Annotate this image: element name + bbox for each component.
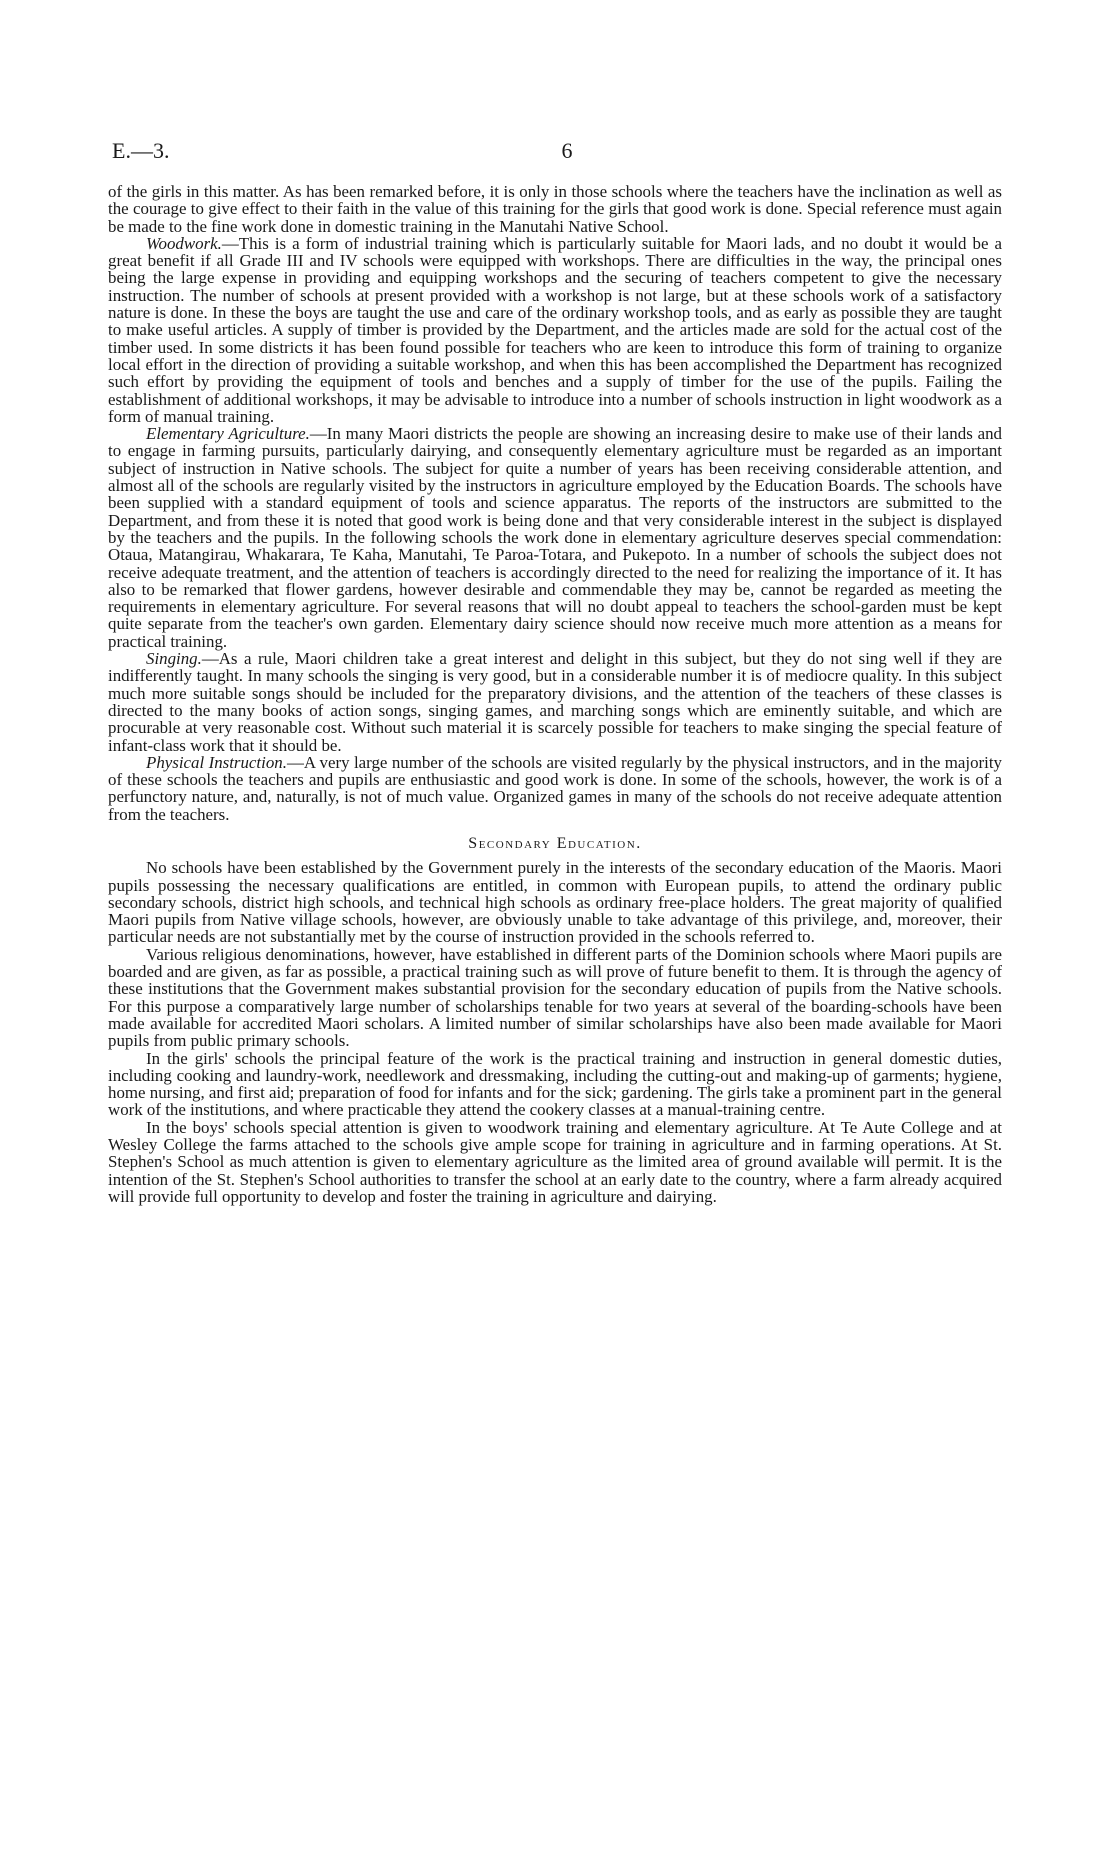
paragraph-continuation — [108, 183, 1002, 235]
page-header — [112, 138, 1002, 168]
paragraph-heading: Elementary Agriculture. — [146, 424, 310, 444]
paragraph-heading: Singing. — [146, 649, 202, 669]
paragraph-heading: Physical Instruction. — [146, 752, 287, 772]
paragraph-woodwork — [108, 235, 1002, 425]
paragraph-text: of the girls in this matter. As has been remarked before, it is only in those schools where the teachers have the inclination as well as the courage to give effect to their faith in the value of this training for the girls that good work is done. Special reference must again be made to the fine work done in domestic training in the Manutahi Native School. — [108, 182, 1002, 236]
paragraph-elementary-agriculture — [108, 425, 1002, 650]
page-number: 6 — [561, 138, 573, 163]
paragraph-girls-schools: In the girls' schools the principal feature of the work is the practical training and instruction in general domestic duties, including cooking and laundry-work, needlework and dressmaking, including the cutting-out and making-up of garments; hygiene, home nursing, and first aid; preparation of food for infants and for the sick; gardening. The girls take a prominent part in the general work of the institutions, and where practicable they attend the cookery classes at a manual-training centre. — [108, 1048, 1002, 1120]
section-heading: Secondary Education. — [468, 834, 642, 852]
paragraph-religious-denominations: Various religious denominations, however, have established in different parts of the Dominion schools where Maori pupils are boarded and are given, as far as possible, a practical training such as will prove of future benefit to them. It is through the agency of these institutions that the Government makes substantial provision for the secondary education of pupils from the Native schools. For this purpose a comparatively large number of scholarships tenable for two years at several of the boarding-schools have been made available for accredited Maori scholars. A limited number of similar scholarships have also been made available for Maori pupils from public primary schools. — [108, 944, 1002, 1051]
paragraph-text: —As a rule, Maori children take a great interest and delight in this subject, but they do not sing well if they are indifferently taught. In many schools the singing is very good, but in a considerable number it is of mediocre quality. In this subject much more suitable songs should be included for the preparatory divisions, and the attention of the teachers of these classes is directed to the many books of action songs, singing games, and marching songs which are eminently suitable, and which are procurable at very reasonable cost. Without such material it is scarcely possible for teachers to make singing the special feature of infant-class work that it should be. — [108, 649, 1002, 755]
paragraph-text: —In many Maori districts the people are showing an increasing desire to make use of their lands and to engage in farming pursuits, particularly dairying, and consequently elementary agriculture must be regarded as an important subject of instruction in Native schools. The subject for quite a number of years has been receiving considerable attention, and almost all of the schools are regularly visited by the instructors in agriculture employed by the Education Boards. The schools have been supplied with a standard equipment of tools and science apparatus. The reports of the instructors are submitted to the Department, and from these it is noted that good work is being done and that very considerable interest in the subject is displayed by the teachers and the pupils. In the following schools the work done in elementary agriculture deserves special commendation: Otaua, Matangirau, Whakarara, Te Kaha, Manutahi, Te Paroa-Totara, and Pukepoto. In a number of schools the subject does not receive adequate treatment, and the attention of teachers is accordingly directed to the need for realizing the importance of it. It has also to be remarked that flower gardens, however desirable and commendable they may be, cannot be regarded as meeting the requirements in elementary agriculture. For several reasons that will no doubt appeal to teachers the school-garden must be kept quite separate from the teacher's own garden. Elementary dairy science should now receive much more attention as a means for practical training. — [108, 424, 1003, 651]
paragraph-text: —A very large number of the schools are visited regularly by the physical instructors, and in the majority of these schools the teachers and pupils are enthusiastic and good work is done. In some of the schools, however, the work is of a perfunctory nature, and, naturally, is not of much value. Organized games in many of the schools do not receive adequate attention from the teachers. — [108, 752, 1003, 824]
document-reference: E.—3. — [112, 138, 170, 163]
paragraph-secondary-education: No schools have been established by the Government purely in the interests of the secondary education of the Maoris. Maori pupils possessing the necessary qualifications are entitled, in common with European pupils, to attend the ordinary public secondary schools, district high schools, and technical high schools as ordinary free-place holders. The great majority of qualified Maori pupils from Native village schools, however, are obviously unable to take advantage of this privilege, and, moreover, their particular needs are not substantially met by the course of instruction provided in the schools referred to. — [108, 858, 1002, 947]
paragraph-physical-instruction — [108, 754, 1002, 823]
paragraph-heading: Woodwork. — [146, 233, 222, 253]
paragraph-singing — [108, 650, 1002, 754]
paragraph-text: —This is a form of industrial training which is particularly suitable for Maori lads, and no doubt it would be a great benefit if all Grade III and IV schools were equipped with workshops. There are difficulties in the way, the principal ones being the large expense in providing and equipping workshops and the securing of teachers competent to give the necessary instruction. The number of schools at present provided with a workshop is not large, but at these schools work of a satisfactory nature is done. In these the boys are taught the use and care of the ordinary workshop tools, and as early as possible they are taught to make useful articles. A supply of timber is provided by the Department, and the articles made are sold for the actual cost of the timber used. In some districts it has been found possible for teachers who are keen to introduce this form of training to organize local effort in the direction of providing a suitable workshop, and when this has been accomplished the Department has recognized such effort by providing the equipment of tools and benches and a supply of timber for the use of the pupils. Failing the establishment of additional workshops, it may be advisable to introduce into a number of schools instruction in light woodwork as a form of manual training. — [108, 233, 1002, 426]
paragraph-boys-schools: In the boys' schools special attention is given to woodwork training and elementary agriculture. At Te Aute College and at Wesley College the farms attached to the schools give ample scope for training in agriculture and in farming operations. At St. Stephen's School as much attention is given to elementary agriculture as the limited area of ground available will permit. It is the intention of the St. Stephen's School authorities to transfer the school at an early date to the country, where a farm already acquired will provide full opportunity to develop and foster the training in agriculture and dairying. — [108, 1117, 1002, 1206]
page-body — [108, 183, 1002, 1205]
